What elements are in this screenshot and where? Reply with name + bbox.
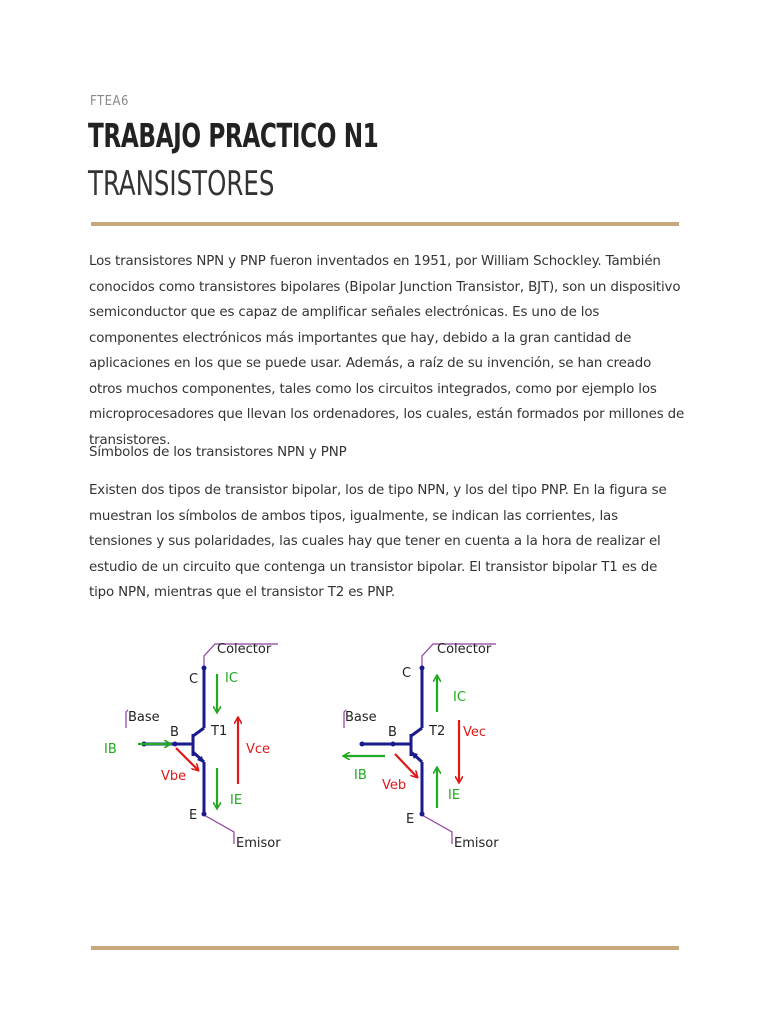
npn-ic-label: IC (225, 671, 238, 686)
npn-transistor-name: T1 (211, 724, 228, 739)
npn-vbe-arrow (176, 748, 198, 770)
pnp-emitter-label: Emisor (454, 836, 499, 851)
pnp-b-label: B (388, 725, 397, 740)
npn-c-label: C (189, 672, 199, 687)
npn-vbe-label: Vbe (161, 769, 187, 784)
page-title: TRABAJO PRACTICO N1 (88, 116, 379, 155)
npn-ie-label: IE (230, 793, 243, 808)
npn-collector-label: Colector (217, 642, 272, 657)
npn-base-label: Base (128, 710, 160, 725)
bottom-divider (91, 946, 679, 950)
npn-e-label: E (189, 808, 198, 823)
npn-ib-label: IB (104, 742, 117, 757)
types-paragraph: Existen dos tipos de transistor bipolar, los de tipo NPN, y los del tipo PNP. En la figura se muestran los símbolos de ambos tipos, igualmente, se indican las corrientes, las tensiones y sus polaridades, las cuales hay que tener en cuenta a la hora de realizar el estudio de un circuito que contenga un transistor bipolar. El transistor bipolar T1 es de tipo NPN, mientras que el transistor T2 es PNP. (89, 483, 667, 600)
npn-emitter-label: Emisor (236, 836, 281, 851)
npn-transistor (104, 642, 281, 851)
pnp-transistor-name: T2 (429, 724, 446, 739)
pnp-vec-label: Vec (463, 725, 487, 740)
top-divider (91, 222, 679, 226)
pnp-ie-label: IE (448, 788, 461, 803)
pnp-c-label: C (402, 666, 412, 681)
symbols-heading: Símbolos de los transistores NPN y PNP (89, 445, 347, 460)
pnp-veb-label: Veb (382, 778, 407, 793)
npn-b-label: B (170, 725, 179, 740)
pnp-ic-label: IC (453, 690, 466, 705)
pnp-base-label: Base (345, 710, 377, 725)
document-code: FTEA6 (90, 94, 129, 109)
npn-wires (146, 668, 204, 814)
pnp-e-label: E (406, 812, 415, 827)
npn-vce-label: Vce (246, 742, 271, 757)
pnp-collector-label: Colector (437, 642, 492, 657)
transistor-diagram (100, 632, 520, 862)
intro-paragraph: Los transistores NPN y PNP fueron inventados en 1951, por William Schockley. También conocidos como transistores bipolares (Bipolar Junction Transistor, BJT), son un dispositivo semiconductor que es capaz de amplificar señales electrónicas. Es uno de los componentes electrónicos más importantes que hay, debido a la gran cantidad de aplicaciones en los que se puede usar. Además, a raíz de su invención, se han creado otros muchos componentes, tales como los circuitos integrados, como por ejemplo los microprocesadores que llevan los ordenadores, los cuales, están formados por millones de transistores. (89, 254, 685, 448)
page-subtitle: TRANSISTORES (88, 164, 275, 204)
pnp-transistor (344, 642, 499, 851)
pnp-ib-label: IB (354, 768, 367, 783)
